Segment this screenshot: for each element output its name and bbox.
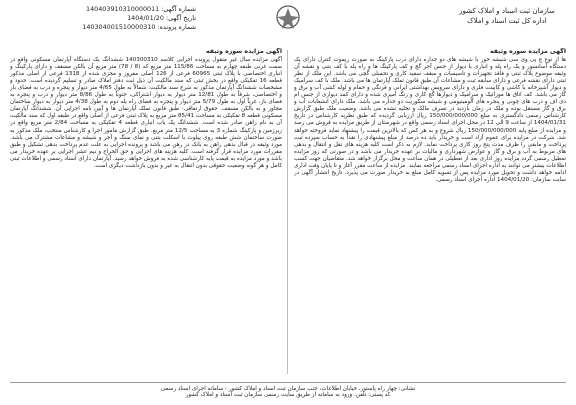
page-header [0,0,576,44]
column-divider [287,50,288,374]
notice-column-left [10,48,282,376]
column-title: آگهی مزایده سوره وثیقه [490,48,566,55]
notice-meta [6,5,196,32]
org-line-1: سازمان ثبت اسناد و املاک کشور [459,7,555,15]
footer-contact: کد پستی: تلفن: ورود به سامانه از طریق سایت رسمی سازمان ثبت اسناد و املاک کشور [185,392,391,398]
footer-address: نشانی: چهار راه پاستور، خیابان اطلاعات، جنب سازمان ثبت اسناد و املاک کشور - سامانه اجرای اسناد رسمی [160,386,416,392]
org-line-2: اداره کل ثبت اسناد و املاک [467,17,547,25]
meta-file-number: شماره پرونده: 140304001510000310 [82,23,196,31]
page-footer [10,382,566,398]
notice-column-right [294,48,566,376]
meta-notice-number: شماره آگهی: 140403910310000011 [86,5,196,13]
emblem-icon [270,3,306,33]
column-body: آگهی مزایده سال غیر منقول پرونده اجرایی کلاسه 140300310 ششدانگ یک دستگاه آپارتمان مسکونی واقع در سمت غربی طبقه چهارم به مساحت 115/86 متر مربع که (8 / 78) متر مربع آن بالکن مسقف و دارای پارکینگ و انباری اختصاصی با پلاک ثبتی 60965 فرعی از 126 اصلی مفروز و مجزی شده از 1318 فرعی از اصلی مذکور قطعه 16 تفکیکی واقع در بخش ثبتی که سند مالکیت آن ذیل ثبت دفتر املاک صادر و تسلیم گردیده است. حدود و مشخصات ششدانگ آپارتمان مذکور به شرح سند مالکیت: شمالاً به طول 4/65 متر دیوار و پنجره و درب به فضای باز و اختصاصی، شرقاً به طول 12/81 متر دیوار به دیوار اشتراکی، جنوباً به طول 8/86 متر دیوار و درب و پنجره به فضای باز، غرباً اول به طول 5/79 متر دیوار و پنجره به فضای راه پله دوم به طول 4/38 متر دیوار به دیوار ساختمان مجاور و به بالکن مسقف. حقوق ارتفاقی: طبق قانون تملک آپارتمان ها و آیین نامه اجرایی آن. ششدانگ آپارتمان مسکونی قطعه 8 تفکیکی به مساحت 85/41 متر مربع به پلاک ثبتی فرعی از اصلی واقع در طبقه اول که سند مالکیت آن به نام راهن صادر شده است. ششدانگ یک باب انباری قطعه 4 تفکیکی به مساحت 2/84 متر مربع واقع در زیرزمین و پارکینگ شماره 3 به مساحت 12/5 متر مربع. طبق گزارش مامور اجرا و کارشناس منتخب، ملک مذکور به صورت ساختمان شش طبقه روی پیلوت با اسکلت بتنی و نمای سنگ و آجر و شیشه و مشاعات مشترک می باشد. مورد وثیقه در قبال بدهی راهن به بانک در رهن می باشد و پرونده اجرایی به علت عدم پرداخت بدهی تشکیل و طبق مقررات مورد مزایده قرار گرفته است. کلیه هزینه های اجرایی و حق الحراج و نیم عشر اجرایی بر عهده خریدار می باشد و مورد مزایده به قیمت پایه کارشناسی شده به فروش خواهد رسید. آپارتمان دارای اسناد رسمی و اطلاعات ثبتی کامل و هر گونه وضعیت حقوقی بدون انتقال به غیر و بدون بازداشت دیگری است. [10,57,282,169]
organization-name [452,6,562,26]
meta-notice-date: تاریخ آگهی: 1404/01/20 [127,14,196,22]
column-title: آگهی مزایده سوره وثیقه [206,48,282,55]
column-body: ها از نوع چ پی وی سی شیشه خور با شیشه های دو جداره دارای درب پارکینگ به صورت ریموت کنترل دارای یک دستگاه آسانسور و یک راه پله و انباری با دیوار از جنس آجر گچ و کف پارکینگ ها و راه پله با کف بتنی و نقشه آن وثیقه موضوع پلاک ثبتی و فاقد تجهیزات و تاسیسات و سقف سفید کاری و تحمیلی گچی می باشد. این ملک از نظر ثبتی دارای نقشه فرعی و دارای سابقه ثبت و مشاعات آن طبق قانون تملک آپارتمان ها می باشد. ملک با کف سرامیک و دیوار آشپزخانه با کاشی و کابینت فلزی و دارای سرویس بهداشتی ایرانی و فرنگی و حمام و لوله کشی آب و برق و گاز می باشد. کف اتاق ها موزائیک و سرامیک و دیوارها گچ کاری و رنگ آمیزی شده و دارای کمد دیواری از جنس ام دی اف و درب های چوبی و پنجره های آلومینیومی و شیشه سکوریت دو جداره می باشد. ملک دارای انشعابات آب و برق و گاز مستقل بوده و ملک در زمان بازدید در تصرف مالک و تخلیه نشده می باشد. وضعیت ملک طبق گزارش کارشناس رسمی دادگستری به مبلغ 150/000/000/000 ریال ارزیابی گردیده که طبق نظریه کارشناس در تاریخ 1404/01/31 از ساعت 9 الی 12 در محل اجرای اسناد رسمی واقع در شهرستان از طریق مزایده به فروش می رسد و مزایده از مبلغ پایه 150/000/000/000 ریال شروع و به هر کس که بالاترین قیمت را پیشنهاد نماید فروخته خواهد شد. شرکت در مزایده برای عموم آزاد است و خریدار باید ده درصد از مبلغ پیشنهادی را نقداً به حساب سپرده ثبت پرداخت و مابقی را ظرف مدت پنج روز کاری پرداخت نماید. لازم به ذکر است کلیه هزینه های نقل و انتقال و بدهی های مربوط به آب و برق و گاز و عوارض شهرداری و مالیات بر عهده خریدار می باشد و در صورتی که روز مزایده تعطیل رسمی گردد مزایده روز اداری بعد از تعطیلی در همان ساعت و محل برگزار خواهد شد. متقاضیان جهت کسب اطلاعات بیشتر می توانند به اداره اجرای اسناد رسمی مراجعه نمایند. مزایده از ساعت مقرر آغاز و تا پایان وقت اداری ادامه خواهد داشت و تحویل مورد مزایده پس از تسویه کامل مبلغ به خریدار صورت می پذیرد. تاریخ انتشار آگهی در سایت سازمان: 1404/01/20 اداره اجرای اسناد رسمی. [294,57,566,183]
